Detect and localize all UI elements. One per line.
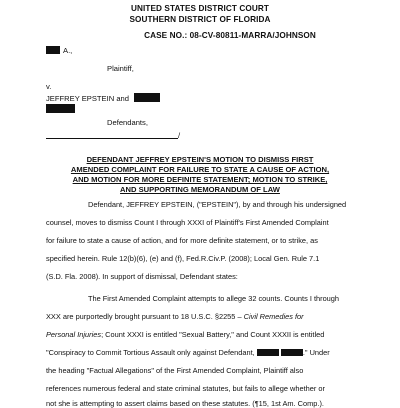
motion-title-line-3: AND MOTION FOR MORE DEFINITE STATEMENT; MOTION TO STRIKE, [72, 175, 328, 184]
defendants-label: Defendants, [107, 118, 148, 127]
defendant-name: JEFFREY EPSTEIN and [46, 94, 129, 103]
case-number: CASE NO.: 08-CV-80811-MARRA/JOHNSON [144, 31, 316, 40]
para2-line5: the heading "Factual Allegations" of the First Amended Complaint, Plaintiff also [46, 366, 304, 375]
para2-line6: references numerous federal and state criminal statutes, but fails to allege whether or [46, 384, 325, 393]
motion-title-line-2: AMENDED COMPLAINT FOR FAILURE TO STATE A CAUSE OF ACTION, [70, 165, 330, 174]
para2-line2 [46, 312, 304, 321]
redaction-body-1 [257, 349, 279, 356]
redaction-defendant-1 [134, 93, 160, 102]
para2-line3-text: ; Count XXXI is entitled "Sexual Battery," and Count XXXII is entitled [101, 330, 325, 339]
para2-line7: not she is attempting to assert claims based on these statutes. (¶15, 1st Am. Comp.). [46, 399, 324, 408]
para2-line3 [46, 330, 324, 339]
versus: v. [46, 82, 52, 91]
redaction-defendant-2 [46, 104, 75, 113]
redaction-plaintiff [46, 46, 60, 54]
para2-line4-end: ." Under [302, 348, 330, 357]
para2-line4 [46, 348, 330, 357]
caption-rule [46, 138, 178, 139]
para1-line3: for failure to state a cause of action, and for more definite statement, or to strike, as [46, 236, 318, 245]
motion-title-line-4: AND SUPPORTING MEMORANDUM OF LAW [120, 185, 280, 194]
para2-line3-italic: Personal Injuries [46, 330, 102, 339]
para2-line2-italic: Civil Remedies for [243, 312, 304, 321]
para1-line2: counsel, moves to dismiss Count I through XXXI of Plaintiff's First Amended Complaint [46, 218, 329, 227]
plaintiff-label: Plaintiff, [107, 64, 134, 73]
court-district: SOUTHERN DISTRICT OF FLORIDA [129, 15, 271, 24]
para1-line1: Defendant, JEFFREY EPSTEIN, ("EPSTEIN"), by and through his undersigned [88, 200, 347, 209]
redaction-body-2 [281, 349, 303, 356]
para2-line2-text: XXX are purportedly brought pursuant to 18 U.S.C. §2255 – [46, 312, 242, 321]
para1-line5: (S.D. Fla. 2008). In support of dismissal, Defendant states: [46, 272, 238, 281]
caption-slash: / [178, 131, 181, 140]
para1-line4: specified herein. Rule 12(b)(6), (e) and (f), Fed.R.Civ.P. (2008); Local Gen. Rule 7.1 [46, 254, 320, 263]
court-name: UNITED STATES DISTRICT COURT [130, 4, 270, 13]
para2-line1: The First Amended Complaint attempts to allege 32 counts. Counts I through [88, 294, 340, 303]
motion-title-line-1: DEFENDANT JEFFREY EPSTEIN'S MOTION TO DISMISS FIRST [86, 155, 314, 164]
plaintiff-suffix: A., [63, 46, 73, 55]
para2-line4-text: "Conspiracy to Commit Tortious Assault only against Defendant, [46, 348, 255, 357]
